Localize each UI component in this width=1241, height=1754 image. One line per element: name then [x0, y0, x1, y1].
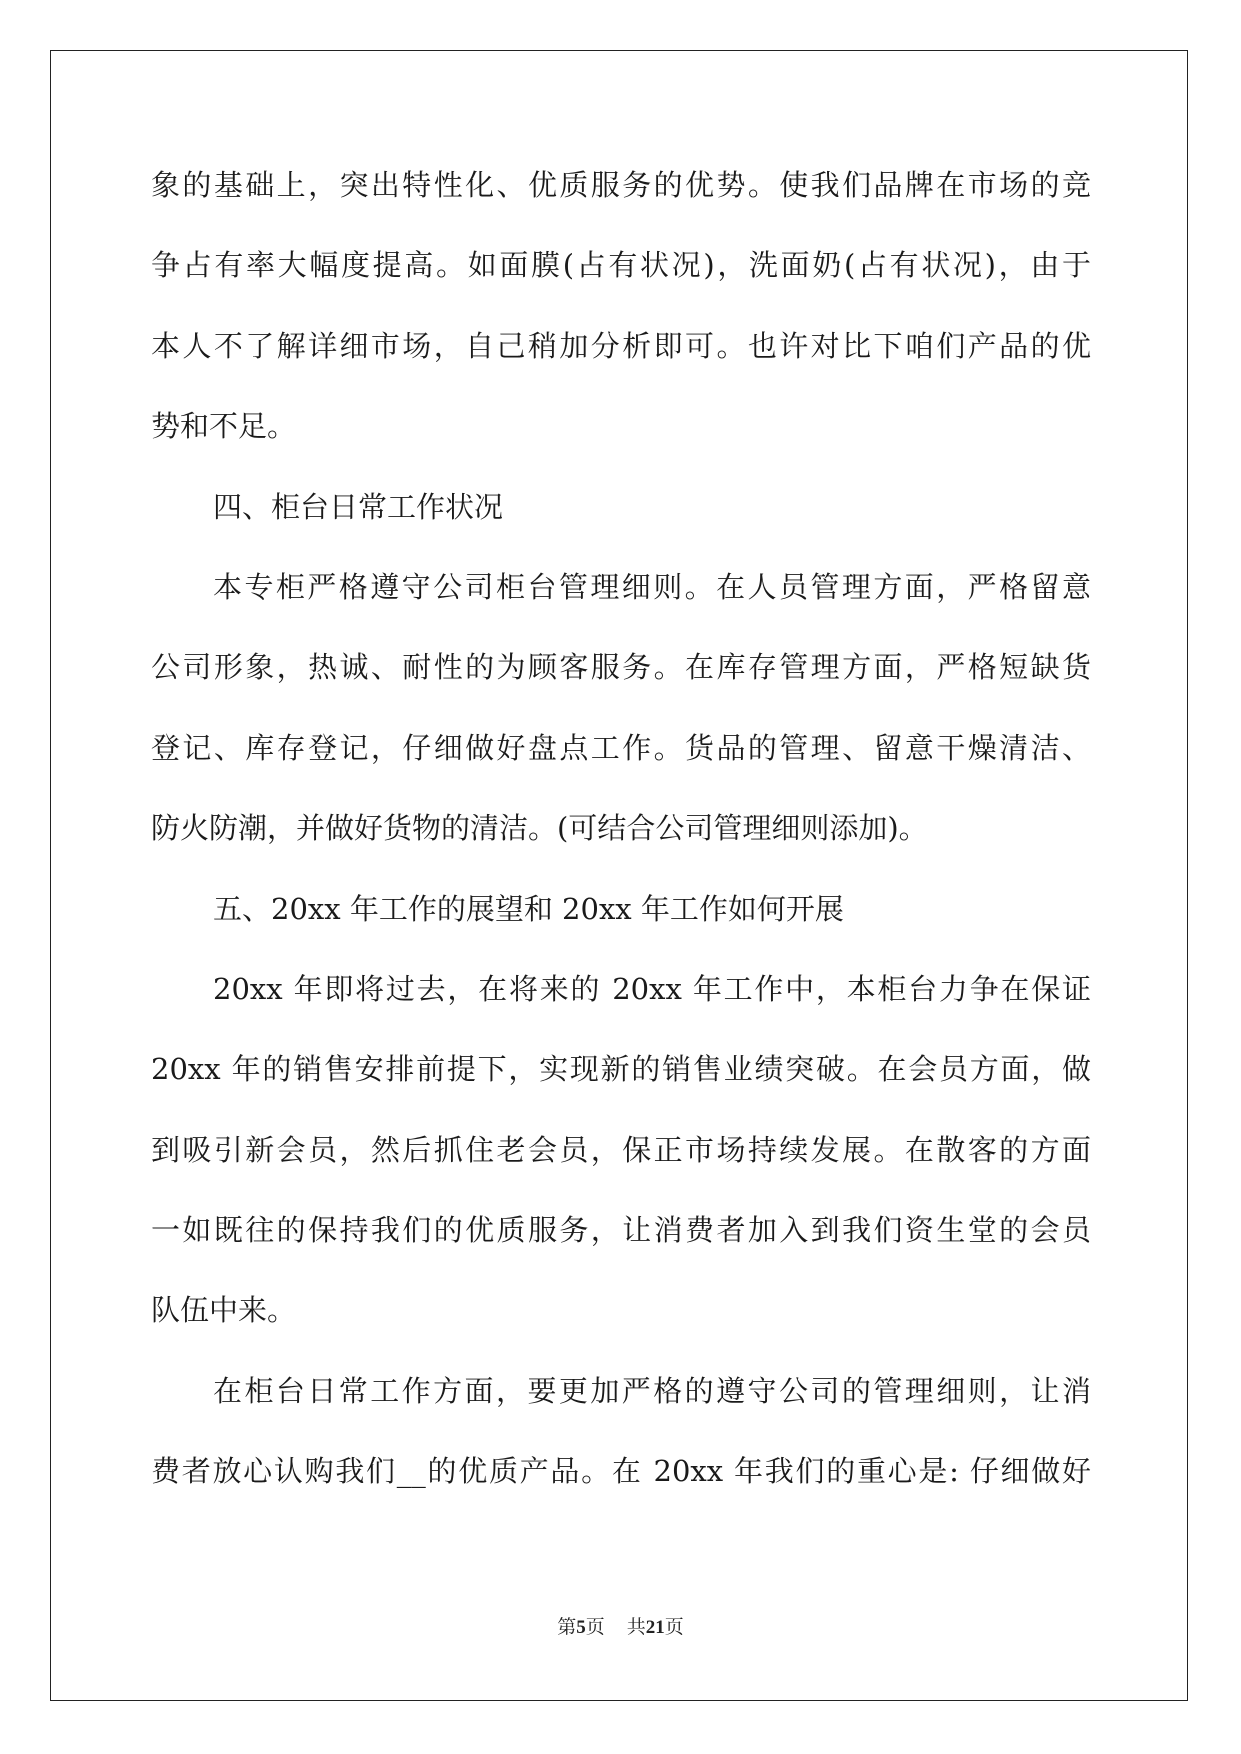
text-line: 防火防潮，并做好货物的清洁。(可结合公司管理细则添加)。 [151, 811, 928, 846]
text-line: 登记、库存登记，仔细做好盘点工作。货品的管理、留意干燥清洁、 [151, 730, 1091, 765]
text-line: 在柜台日常工作方面，要更加严格的遵守公司的管理细则，让消 [213, 1373, 1091, 1408]
total-pages: 21 [645, 1617, 665, 1638]
text-line: 队伍中来。 [151, 1293, 297, 1328]
section-heading: 五、20xx 年工作的展望和 20xx 年工作如何开展 [213, 891, 844, 926]
text-line: 20xx 年即将过去，在将来的 20xx 年工作中，本柜台力争在保证 [213, 971, 1091, 1006]
total-suffix: 页 [664, 1616, 684, 1638]
text-line: 公司形象，热诚、耐性的为顾客服务。在库存管理方面，严格短缺货 [151, 650, 1091, 685]
page-suffix: 页 [585, 1616, 605, 1638]
page-prefix: 第 [557, 1616, 577, 1638]
document-body [151, 145, 1091, 1512]
text-line: 到吸引新会员，然后抓住老会员，保正市场持续发展。在散客的方面 [151, 1132, 1091, 1167]
text-line: 一如既往的保持我们的优质服务，让消费者加入到我们资生堂的会员 [151, 1213, 1091, 1248]
text-line: 本人不了解详细市场，自己稍加分析即可。也许对比下咱们产品的优 [151, 328, 1091, 363]
total-prefix: 共 [626, 1616, 646, 1638]
page-footer [0, 1612, 1241, 1639]
text-line: 费者放心认购我们__的优质产品。在 20xx 年我们的重心是: 仔细做好 [151, 1454, 1091, 1489]
text-line: 象的基础上，突出特性化、优质服务的优势。使我们品牌在市场的竞 [151, 168, 1091, 202]
page-number: 5 [576, 1617, 586, 1638]
text-line: 20xx 年的销售安排前提下，实现新的销售业绩突破。在会员方面，做 [151, 1052, 1091, 1087]
section-heading: 四、柜台日常工作状况 [213, 489, 504, 524]
text-line: 本专柜严格遵守公司柜台管理细则。在人员管理方面，严格留意 [213, 569, 1091, 604]
text-line: 势和不足。 [151, 409, 297, 444]
text-line: 争占有率大幅度提高。如面膜(占有状况)，洗面奶(占有状况)，由于 [151, 248, 1091, 283]
